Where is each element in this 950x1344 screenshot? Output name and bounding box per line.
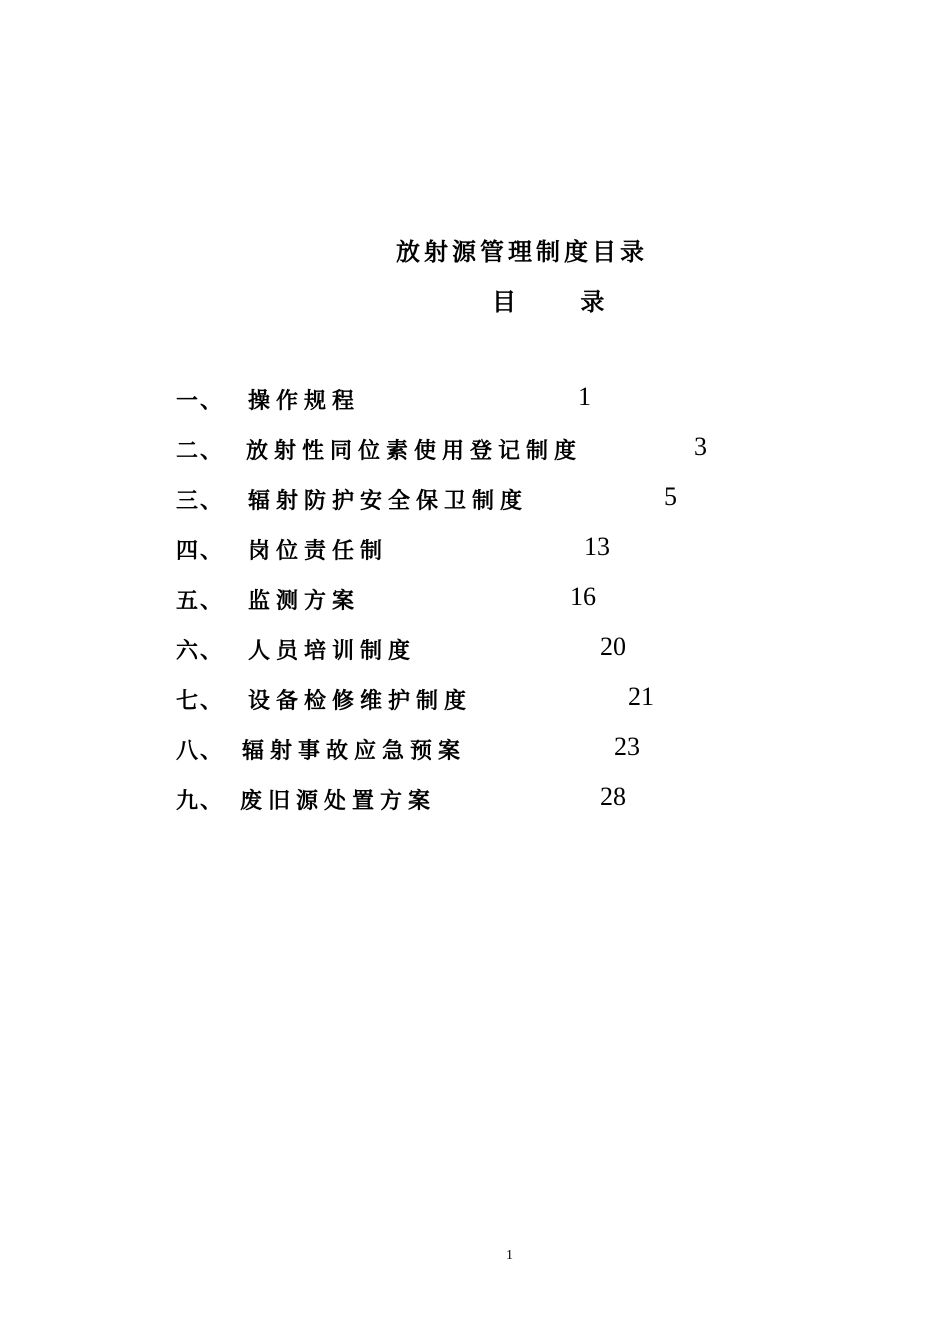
toc-entry-label: 人员培训制度	[248, 638, 417, 664]
toc-entry[interactable]	[0, 784, 950, 824]
document-title: 放射源管理制度目录	[396, 237, 648, 266]
document-subtitle: 目 录	[492, 287, 633, 316]
toc-entry-number: 八、	[176, 738, 225, 764]
toc-entry[interactable]	[0, 484, 950, 524]
toc-entry-number: 九、	[176, 788, 225, 814]
toc-entry-page: 13	[584, 532, 610, 561]
toc-entry-number: 六、	[176, 638, 225, 664]
toc-entry-page: 16	[570, 582, 596, 611]
toc-entry-number: 四、	[176, 538, 225, 564]
toc-entry[interactable]	[0, 384, 950, 424]
toc-entry-number: 三、	[176, 488, 225, 514]
toc-entry-label: 设备检修维护制度	[248, 688, 473, 714]
toc-entry-page: 28	[600, 782, 626, 811]
toc-entry[interactable]	[0, 734, 950, 774]
toc-entry-page: 20	[600, 632, 626, 661]
toc-entry-page: 5	[664, 482, 677, 511]
toc-entry[interactable]	[0, 584, 950, 624]
toc-entry-label: 放射性同位素使用登记制度	[246, 438, 583, 464]
toc-entry-number: 一、	[176, 388, 225, 414]
toc-entry-label: 岗位责任制	[248, 538, 389, 564]
toc-entry-page: 1	[578, 382, 591, 411]
toc-entry-number: 五、	[176, 588, 225, 614]
page-number: 1	[506, 1248, 513, 1263]
toc-entry-number: 七、	[176, 688, 225, 714]
toc-entry-label: 辐射事故应急预案	[242, 738, 467, 764]
toc-entry[interactable]	[0, 684, 950, 724]
toc-entry-label: 操作规程	[248, 388, 361, 414]
toc-entry[interactable]	[0, 634, 950, 674]
toc-entry-page: 3	[694, 432, 707, 461]
toc-entry[interactable]	[0, 534, 950, 574]
toc-entry-page: 21	[628, 682, 654, 711]
toc-entry-label: 辐射防护安全保卫制度	[248, 488, 529, 514]
toc-entry[interactable]	[0, 434, 950, 474]
toc-entry-page: 23	[614, 732, 640, 761]
toc-entry-label: 监测方案	[248, 588, 361, 614]
toc-entry-label: 废旧源处置方案	[240, 788, 437, 814]
toc-entry-number: 二、	[176, 438, 225, 464]
